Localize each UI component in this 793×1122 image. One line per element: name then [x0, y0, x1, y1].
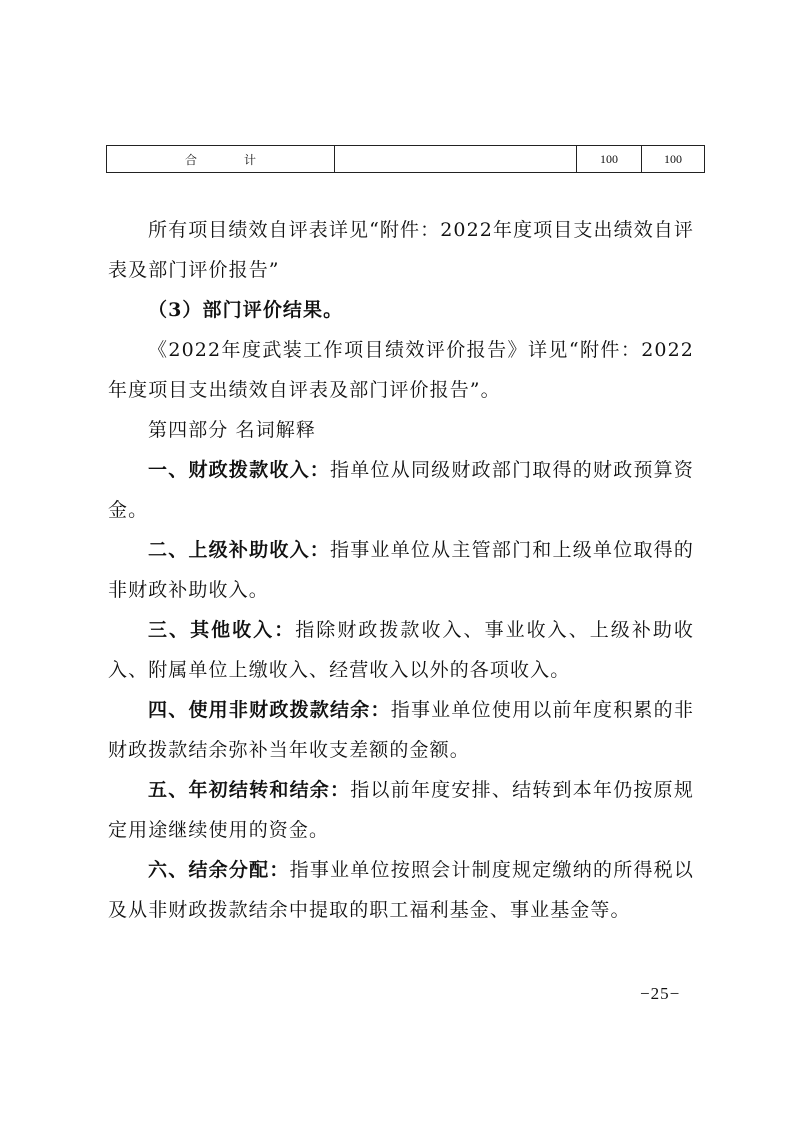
definition-3 [108, 610, 694, 690]
definition-term: 二、上级补助收入： [148, 539, 331, 561]
definition-2 [108, 530, 694, 610]
summary-table [106, 145, 705, 173]
definition-4 [108, 690, 694, 770]
page-number: −25− [640, 984, 681, 1003]
paragraph-evaluation-report [108, 330, 694, 410]
paragraph-text: 《2022年度武装工作项目绩效评价报告》详见“附件：2022年度项目支出绩效自评表及部门评价报告”。 [108, 339, 694, 401]
score-cell-a: 100 [577, 146, 642, 173]
definition-term: 一、财政拨款收入： [148, 459, 331, 481]
definition-1 [108, 450, 694, 530]
definition-term: 三、其他收入： [148, 619, 296, 641]
definition-5 [108, 770, 694, 850]
blank-cell [335, 146, 577, 173]
definition-text: 指单位从同级财政部门取得的财政预算资金。 [108, 459, 694, 521]
score-cell-b: 100 [642, 146, 705, 173]
total-label-cell: 合 计 [107, 146, 335, 173]
definition-text: 指以前年度安排、结转到本年仍按原规定用途继续使用的资金。 [108, 779, 694, 841]
definition-text: 指事业单位使用以前年度积累的非财政拨款结余弥补当年收支差额的金额。 [108, 699, 694, 761]
paragraph-self-evaluation [108, 210, 694, 290]
definition-text: 指除财政拨款收入、事业收入、上级补助收入、附属单位上缴收入、经营收入以外的各项收入。 [108, 619, 694, 681]
definition-text: 指事业单位按照会计制度规定缴纳的所得税以及从非财政拨款结余中提取的职工福利基金、事业基金等。 [108, 859, 694, 921]
definition-term: 六、结余分配： [148, 859, 290, 881]
paragraph-text: 所有项目绩效自评表详见“附件：2022年度项目支出绩效自评表及部门评价报告” [108, 219, 694, 281]
definition-6 [108, 850, 694, 930]
definition-term: 五、年初结转和结余： [148, 779, 351, 801]
definition-text: 指事业单位从主管部门和上级单位取得的非财政补助收入。 [108, 539, 694, 601]
section-heading-evaluation-result: （3）部门评价结果。 [148, 299, 344, 321]
table-row [107, 146, 705, 173]
definition-term: 四、使用非财政拨款结余： [148, 699, 391, 721]
part-four-heading: 第四部分 名词解释 [148, 419, 316, 441]
